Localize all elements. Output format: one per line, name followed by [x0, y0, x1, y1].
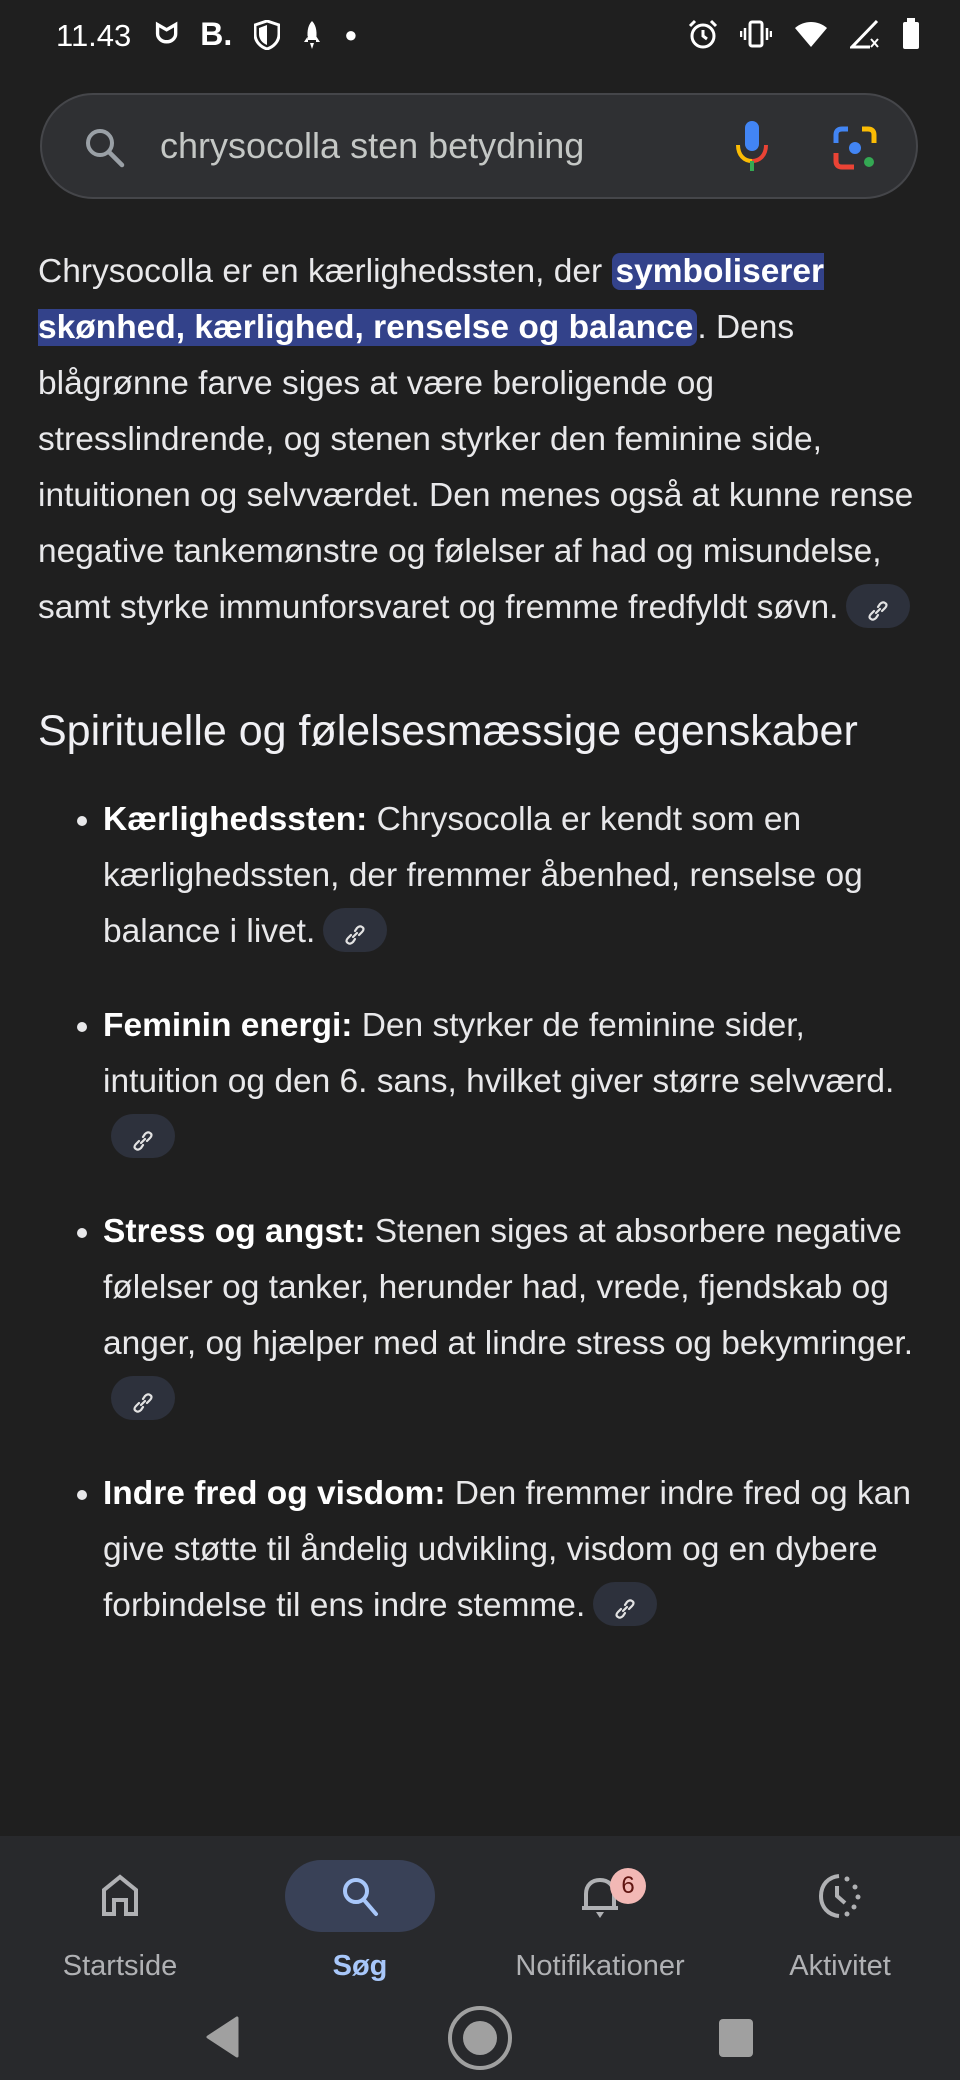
search-icon — [82, 125, 126, 169]
microphone-icon[interactable] — [734, 119, 770, 175]
ai-overview-content — [38, 244, 926, 1672]
vibrate-icon — [740, 19, 772, 49]
b-app-icon: B. — [200, 16, 233, 52]
status-bar — [0, 0, 960, 76]
home-icon — [100, 1874, 140, 1918]
section-heading: Spirituelle og følelsesmæssige egenskaber — [38, 707, 858, 755]
link-icon — [344, 924, 366, 946]
bottom-navigation — [0, 1836, 960, 2080]
notification-badge: 6 — [610, 1868, 646, 1904]
rocket-icon — [302, 20, 322, 50]
status-time: 11.43 — [56, 18, 132, 53]
shield-icon — [254, 20, 280, 50]
link-icon — [614, 1598, 636, 1620]
source-link-button[interactable] — [846, 584, 910, 628]
link-icon — [132, 1130, 154, 1152]
source-link-button[interactable] — [111, 1114, 175, 1158]
activity-icon — [817, 1872, 863, 1920]
recents-icon[interactable] — [718, 2018, 754, 2058]
dot-icon: ● — [344, 21, 358, 47]
list-item: • Kærlighedssten: Chrysocolla er kendt som en kærlighedssten, der fremmer åbenhed, renselse og balance i livet. — [103, 792, 926, 960]
search-icon — [338, 1874, 382, 1918]
system-navigation-bar — [0, 1994, 960, 2074]
tab-startside[interactable]: Startside — [20, 1846, 220, 1983]
list-item: • Indre fred og visdom: Den fremmer indre fred og kan give støtte til åndelig udvikling, visdom og en dybere forbindelse til ens indre stemme. — [103, 1466, 926, 1634]
signal-icon — [850, 19, 880, 49]
source-link-button[interactable] — [111, 1376, 175, 1420]
list-item: • Feminin energi: Den styrker de feminine sider, intuition og den 6. sans, hvilket giver større selvværd. — [103, 998, 926, 1166]
alarm-icon — [688, 19, 718, 49]
search-bar[interactable] — [40, 93, 918, 199]
home-button-icon[interactable] — [446, 2004, 514, 2072]
highlighted-text: symboliserer skønhed, kærlighed, renselse og balance — [38, 253, 825, 346]
source-link-button[interactable] — [323, 908, 387, 952]
back-icon[interactable] — [205, 2016, 239, 2058]
google-lens-icon[interactable] — [832, 125, 878, 171]
wifi-icon — [794, 20, 828, 48]
shield-outline-icon: ᗢ — [155, 18, 179, 49]
link-icon — [867, 600, 889, 622]
intro-paragraph: Chrysocolla er en kærlighedssten, der symboliserer skønhed, kærlighed, renselse og balance . Dens blågrønne farve siges at være beroligende og stresslindrende, og stenen styrker den feminine side, intuitionen og selvværdet. Den menes også at kunne rense negative tankemønstre og følelser af had og misundelse, samt styrke immunforsvaret og fremme fredfyldt søvn. — [38, 244, 926, 636]
source-link-button[interactable] — [593, 1582, 657, 1626]
tab-aktivitet[interactable]: Aktivitet — [740, 1846, 940, 1983]
tab-soeg[interactable]: Søg — [260, 1846, 460, 1983]
link-icon — [132, 1392, 154, 1414]
tab-notifikationer[interactable]: 6 Notifikationer — [500, 1846, 700, 1983]
properties-list — [38, 792, 926, 1634]
search-input[interactable]: chrysocolla sten betydning — [160, 125, 585, 166]
list-item: • Stress og angst: Stenen siges at absorbere negative følelser og tanker, herunder had, vrede, fjendskab og anger, og hjælper med at lindre stress og bekymringer. — [103, 1204, 926, 1428]
battery-icon — [902, 18, 920, 50]
